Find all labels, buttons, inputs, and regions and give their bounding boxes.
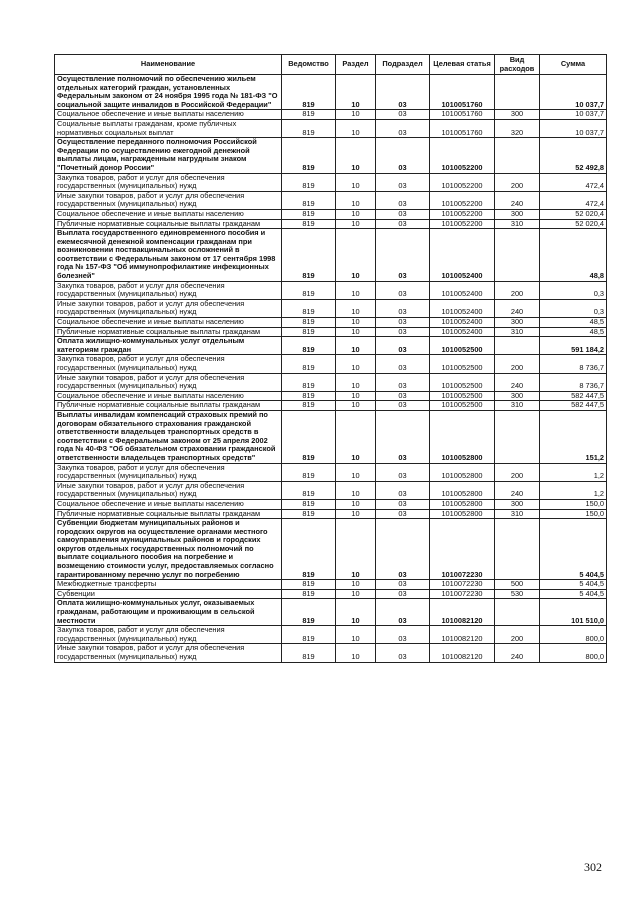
cell-name: Оплата жилищно-коммунальных услуг, оказываемых гражданам, работающим и проживающим в сельской местности xyxy=(55,599,282,626)
cell-name: Закупка товаров, работ и услуг для обеспечения государственных (муниципальных) нужд xyxy=(55,173,282,191)
cell-kind: 300 xyxy=(495,110,540,120)
table-row xyxy=(55,373,607,391)
cell-dept: 819 xyxy=(282,281,336,299)
table-row xyxy=(55,580,607,590)
cell-name: Выплаты инвалидам компенсаций страховых премий по договорам обязательного страхования гражданской ответственности владельцев транспортных средств в соответствии с Федеральным законом от 25 апреля 2002 года № 40-ФЗ "Об обязательном страховании гражданской ответственности владельцев транспортных средств" xyxy=(55,410,282,463)
header-target: Целевая статья xyxy=(430,55,495,75)
table-row xyxy=(55,481,607,499)
cell-target: 1010052800 xyxy=(430,499,495,509)
cell-section: 10 xyxy=(336,580,376,590)
cell-section: 10 xyxy=(336,410,376,463)
cell-dept: 819 xyxy=(282,299,336,317)
cell-target: 1010051760 xyxy=(430,110,495,120)
cell-section: 10 xyxy=(336,626,376,644)
cell-section: 10 xyxy=(336,219,376,229)
cell-dept: 819 xyxy=(282,327,336,337)
cell-kind xyxy=(495,229,540,282)
cell-section: 10 xyxy=(336,209,376,219)
cell-name: Субвенции xyxy=(55,589,282,599)
cell-target: 1010082120 xyxy=(430,644,495,662)
cell-kind xyxy=(495,599,540,626)
table-row xyxy=(55,209,607,219)
cell-target: 1010052200 xyxy=(430,219,495,229)
cell-subsection: 03 xyxy=(376,410,430,463)
cell-sum: 150,0 xyxy=(540,499,607,509)
cell-dept: 819 xyxy=(282,209,336,219)
budget-table xyxy=(54,54,607,663)
cell-target: 1010072230 xyxy=(430,580,495,590)
cell-sum: 0,3 xyxy=(540,299,607,317)
cell-kind xyxy=(495,138,540,173)
cell-name: Иные закупки товаров, работ и услуг для обеспечения государственных (муниципальных) нужд xyxy=(55,191,282,209)
cell-section: 10 xyxy=(336,599,376,626)
cell-section: 10 xyxy=(336,229,376,282)
table-row xyxy=(55,391,607,401)
cell-subsection: 03 xyxy=(376,481,430,499)
cell-section: 10 xyxy=(336,173,376,191)
cell-sum: 5 404,5 xyxy=(540,519,607,580)
table-row xyxy=(55,589,607,599)
cell-target: 1010052500 xyxy=(430,355,495,373)
cell-dept: 819 xyxy=(282,401,336,411)
cell-subsection: 03 xyxy=(376,499,430,509)
cell-section: 10 xyxy=(336,191,376,209)
cell-target: 1010072230 xyxy=(430,519,495,580)
cell-dept: 819 xyxy=(282,509,336,519)
cell-sum: 800,0 xyxy=(540,644,607,662)
header-section: Раздел xyxy=(336,55,376,75)
cell-kind: 530 xyxy=(495,589,540,599)
cell-section: 10 xyxy=(336,589,376,599)
cell-section: 10 xyxy=(336,138,376,173)
cell-dept: 819 xyxy=(282,391,336,401)
cell-kind xyxy=(495,75,540,110)
cell-sum: 1,2 xyxy=(540,481,607,499)
cell-subsection: 03 xyxy=(376,119,430,137)
table-header-row xyxy=(55,55,607,75)
table-row xyxy=(55,410,607,463)
cell-section: 10 xyxy=(336,355,376,373)
cell-dept: 819 xyxy=(282,191,336,209)
cell-kind: 310 xyxy=(495,401,540,411)
table-row xyxy=(55,509,607,519)
cell-kind: 200 xyxy=(495,463,540,481)
cell-name: Закупка товаров, работ и услуг для обеспечения государственных (муниципальных) нужд xyxy=(55,463,282,481)
cell-dept: 819 xyxy=(282,173,336,191)
cell-section: 10 xyxy=(336,373,376,391)
cell-name: Иные закупки товаров, работ и услуг для обеспечения государственных (муниципальных) нужд xyxy=(55,644,282,662)
cell-kind: 240 xyxy=(495,299,540,317)
table-row xyxy=(55,138,607,173)
table-row xyxy=(55,327,607,337)
cell-dept: 819 xyxy=(282,355,336,373)
cell-kind: 200 xyxy=(495,355,540,373)
cell-name: Социальное обеспечение и иные выплаты населению xyxy=(55,499,282,509)
cell-subsection: 03 xyxy=(376,391,430,401)
cell-kind xyxy=(495,410,540,463)
header-subsection: Подраздел xyxy=(376,55,430,75)
cell-subsection: 03 xyxy=(376,209,430,219)
cell-sum: 800,0 xyxy=(540,626,607,644)
cell-name: Публичные нормативные социальные выплаты гражданам xyxy=(55,219,282,229)
header-kind: Вид расходов xyxy=(495,55,540,75)
cell-subsection: 03 xyxy=(376,229,430,282)
cell-subsection: 03 xyxy=(376,463,430,481)
cell-kind xyxy=(495,519,540,580)
cell-section: 10 xyxy=(336,519,376,580)
cell-dept: 819 xyxy=(282,337,336,355)
cell-name: Социальное обеспечение и иные выплаты населению xyxy=(55,318,282,328)
cell-name: Публичные нормативные социальные выплаты гражданам xyxy=(55,509,282,519)
cell-section: 10 xyxy=(336,337,376,355)
cell-dept: 819 xyxy=(282,229,336,282)
cell-target: 1010052800 xyxy=(430,481,495,499)
cell-target: 1010052500 xyxy=(430,337,495,355)
cell-name: Осуществление полномочий по обеспечению жильем отдельных категорий граждан, установленных Федеральным законом от 24 ноября 1995 года № 181-ФЗ "О социальной защите инвалидов в Российской Федерации" xyxy=(55,75,282,110)
cell-target: 1010052200 xyxy=(430,191,495,209)
cell-name: Осуществление переданного полномочия Российской Федерации по осуществлению ежегодной денежной выплаты лицам, награжденным нагрудным знаком "Почетный донор России" xyxy=(55,138,282,173)
table-row xyxy=(55,281,607,299)
cell-subsection: 03 xyxy=(376,281,430,299)
cell-section: 10 xyxy=(336,75,376,110)
table-row xyxy=(55,229,607,282)
table-row xyxy=(55,401,607,411)
cell-section: 10 xyxy=(336,401,376,411)
cell-target: 1010052400 xyxy=(430,327,495,337)
cell-subsection: 03 xyxy=(376,191,430,209)
table-row xyxy=(55,355,607,373)
cell-target: 1010052800 xyxy=(430,410,495,463)
cell-dept: 819 xyxy=(282,519,336,580)
cell-sum: 8 736,7 xyxy=(540,373,607,391)
table-row xyxy=(55,219,607,229)
cell-dept: 819 xyxy=(282,373,336,391)
cell-target: 1010052500 xyxy=(430,373,495,391)
cell-sum: 52 492,8 xyxy=(540,138,607,173)
cell-kind: 300 xyxy=(495,318,540,328)
cell-dept: 819 xyxy=(282,599,336,626)
cell-sum: 48,5 xyxy=(540,327,607,337)
table-row xyxy=(55,626,607,644)
cell-dept: 819 xyxy=(282,463,336,481)
cell-kind: 300 xyxy=(495,499,540,509)
cell-name: Социальные выплаты гражданам, кроме публичных нормативных социальных выплат xyxy=(55,119,282,137)
page-number: 302 xyxy=(584,860,602,874)
cell-sum: 472,4 xyxy=(540,191,607,209)
cell-name: Иные закупки товаров, работ и услуг для обеспечения государственных (муниципальных) нужд xyxy=(55,481,282,499)
cell-subsection: 03 xyxy=(376,75,430,110)
cell-subsection: 03 xyxy=(376,519,430,580)
cell-dept: 819 xyxy=(282,75,336,110)
cell-target: 1010082120 xyxy=(430,626,495,644)
cell-subsection: 03 xyxy=(376,589,430,599)
cell-dept: 819 xyxy=(282,110,336,120)
table-row xyxy=(55,337,607,355)
cell-name: Закупка товаров, работ и услуг для обеспечения государственных (муниципальных) нужд xyxy=(55,281,282,299)
cell-section: 10 xyxy=(336,119,376,137)
cell-subsection: 03 xyxy=(376,219,430,229)
table-row xyxy=(55,119,607,137)
cell-target: 1010051760 xyxy=(430,75,495,110)
cell-target: 1010052500 xyxy=(430,391,495,401)
cell-dept: 819 xyxy=(282,589,336,599)
cell-sum: 472,4 xyxy=(540,173,607,191)
cell-section: 10 xyxy=(336,327,376,337)
cell-section: 10 xyxy=(336,463,376,481)
cell-target: 1010052200 xyxy=(430,209,495,219)
cell-sum: 8 736,7 xyxy=(540,355,607,373)
cell-kind: 300 xyxy=(495,209,540,219)
cell-name: Публичные нормативные социальные выплаты гражданам xyxy=(55,401,282,411)
cell-dept: 819 xyxy=(282,138,336,173)
cell-sum: 101 510,0 xyxy=(540,599,607,626)
cell-kind: 200 xyxy=(495,173,540,191)
cell-section: 10 xyxy=(336,318,376,328)
cell-subsection: 03 xyxy=(376,509,430,519)
cell-subsection: 03 xyxy=(376,337,430,355)
cell-name: Выплата государственного единовременного пособия и ежемесячной денежной компенсации гражданам при возникновении поствакцинальных осложнений в соответствии с Федеральным законом от 17 сентября 1998 года № 157-ФЗ "Об иммунопрофилактике инфекционных болезней" xyxy=(55,229,282,282)
cell-sum: 48,8 xyxy=(540,229,607,282)
cell-subsection: 03 xyxy=(376,644,430,662)
cell-name: Межбюджетные трансферты xyxy=(55,580,282,590)
cell-kind: 240 xyxy=(495,191,540,209)
header-sum: Сумма xyxy=(540,55,607,75)
cell-target: 1010052200 xyxy=(430,173,495,191)
cell-target: 1010052400 xyxy=(430,318,495,328)
cell-subsection: 03 xyxy=(376,626,430,644)
cell-name: Социальное обеспечение и иные выплаты населению xyxy=(55,209,282,219)
cell-subsection: 03 xyxy=(376,599,430,626)
cell-name: Закупка товаров, работ и услуг для обеспечения государственных (муниципальных) нужд xyxy=(55,355,282,373)
cell-dept: 819 xyxy=(282,410,336,463)
cell-subsection: 03 xyxy=(376,173,430,191)
table-body xyxy=(55,75,607,663)
cell-section: 10 xyxy=(336,644,376,662)
cell-section: 10 xyxy=(336,509,376,519)
cell-subsection: 03 xyxy=(376,327,430,337)
header-name: Наименование xyxy=(55,55,282,75)
cell-sum: 52 020,4 xyxy=(540,209,607,219)
cell-name: Закупка товаров, работ и услуг для обеспечения государственных (муниципальных) нужд xyxy=(55,626,282,644)
cell-kind: 240 xyxy=(495,481,540,499)
cell-kind: 240 xyxy=(495,373,540,391)
cell-section: 10 xyxy=(336,391,376,401)
cell-sum: 10 037,7 xyxy=(540,75,607,110)
cell-sum: 52 020,4 xyxy=(540,219,607,229)
cell-kind: 200 xyxy=(495,626,540,644)
cell-section: 10 xyxy=(336,110,376,120)
table-row xyxy=(55,499,607,509)
cell-name: Социальное обеспечение и иные выплаты населению xyxy=(55,110,282,120)
cell-subsection: 03 xyxy=(376,138,430,173)
cell-dept: 819 xyxy=(282,499,336,509)
cell-sum: 48,5 xyxy=(540,318,607,328)
cell-sum: 10 037,7 xyxy=(540,110,607,120)
cell-target: 1010052800 xyxy=(430,509,495,519)
table-row xyxy=(55,173,607,191)
cell-dept: 819 xyxy=(282,219,336,229)
cell-subsection: 03 xyxy=(376,401,430,411)
cell-kind: 240 xyxy=(495,644,540,662)
cell-section: 10 xyxy=(336,299,376,317)
header-dept: Ведомство xyxy=(282,55,336,75)
cell-sum: 1,2 xyxy=(540,463,607,481)
cell-target: 1010052400 xyxy=(430,229,495,282)
table-row xyxy=(55,299,607,317)
cell-section: 10 xyxy=(336,499,376,509)
cell-kind: 300 xyxy=(495,391,540,401)
cell-target: 1010052400 xyxy=(430,281,495,299)
table-row xyxy=(55,519,607,580)
cell-sum: 5 404,5 xyxy=(540,580,607,590)
cell-subsection: 03 xyxy=(376,110,430,120)
cell-kind: 310 xyxy=(495,327,540,337)
cell-kind xyxy=(495,337,540,355)
cell-section: 10 xyxy=(336,281,376,299)
cell-sum: 5 404,5 xyxy=(540,589,607,599)
cell-kind: 310 xyxy=(495,219,540,229)
cell-target: 1010052200 xyxy=(430,138,495,173)
cell-subsection: 03 xyxy=(376,299,430,317)
table-row xyxy=(55,599,607,626)
table-row xyxy=(55,191,607,209)
table-row xyxy=(55,75,607,110)
cell-target: 1010052500 xyxy=(430,401,495,411)
cell-kind: 310 xyxy=(495,509,540,519)
table-row xyxy=(55,644,607,662)
cell-dept: 819 xyxy=(282,318,336,328)
cell-sum: 10 037,7 xyxy=(540,119,607,137)
cell-target: 1010072230 xyxy=(430,589,495,599)
cell-sum: 582 447,5 xyxy=(540,391,607,401)
cell-name: Публичные нормативные социальные выплаты гражданам xyxy=(55,327,282,337)
table-row xyxy=(55,318,607,328)
cell-name: Иные закупки товаров, работ и услуг для обеспечения государственных (муниципальных) нужд xyxy=(55,299,282,317)
cell-sum: 591 184,2 xyxy=(540,337,607,355)
cell-section: 10 xyxy=(336,481,376,499)
cell-sum: 582 447,5 xyxy=(540,401,607,411)
cell-dept: 819 xyxy=(282,580,336,590)
cell-target: 1010052800 xyxy=(430,463,495,481)
cell-name: Социальное обеспечение и иные выплаты населению xyxy=(55,391,282,401)
cell-target: 1010051760 xyxy=(430,119,495,137)
table-row xyxy=(55,463,607,481)
cell-subsection: 03 xyxy=(376,318,430,328)
cell-sum: 151,2 xyxy=(540,410,607,463)
cell-subsection: 03 xyxy=(376,580,430,590)
cell-subsection: 03 xyxy=(376,373,430,391)
cell-name: Оплата жилищно-коммунальных услуг отдельным категориям граждан xyxy=(55,337,282,355)
cell-dept: 819 xyxy=(282,644,336,662)
cell-kind: 320 xyxy=(495,119,540,137)
table-row xyxy=(55,110,607,120)
cell-name: Субвенции бюджетам муниципальных районов и городских округов на осуществление органами местного самоуправления муниципальных районов и городских округов отдельных государственных полномочий по выплате социального пособия на погребение и возмещению стоимости услуг, предоставляемых согласно гарантированному перечню услуг по погребению xyxy=(55,519,282,580)
cell-dept: 819 xyxy=(282,119,336,137)
cell-name: Иные закупки товаров, работ и услуг для обеспечения государственных (муниципальных) нужд xyxy=(55,373,282,391)
cell-kind: 200 xyxy=(495,281,540,299)
cell-sum: 0,3 xyxy=(540,281,607,299)
cell-subsection: 03 xyxy=(376,355,430,373)
cell-sum: 150,0 xyxy=(540,509,607,519)
cell-dept: 819 xyxy=(282,626,336,644)
cell-dept: 819 xyxy=(282,481,336,499)
cell-target: 1010052400 xyxy=(430,299,495,317)
cell-target: 1010082120 xyxy=(430,599,495,626)
cell-kind: 500 xyxy=(495,580,540,590)
